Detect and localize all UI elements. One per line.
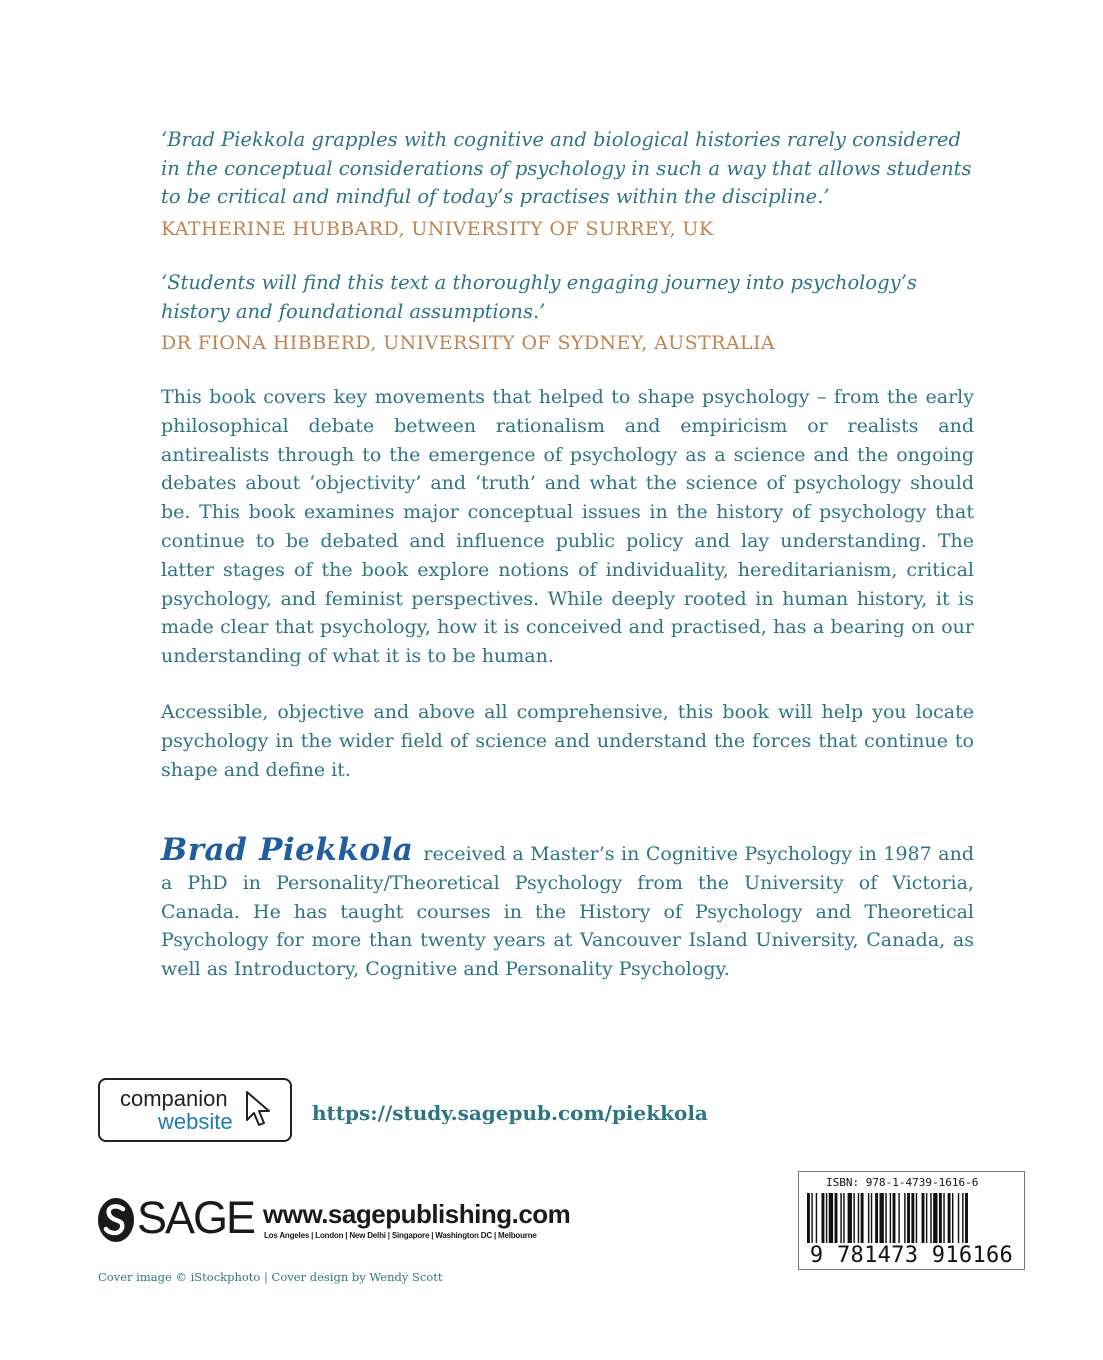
isbn-label: ISBN: 978-1-4739-1616-6 xyxy=(826,1176,979,1189)
endorsement-1 xyxy=(161,126,974,242)
endorsement-attribution: KATHERINE HUBBARD, UNIVERSITY OF SURREY, UK xyxy=(161,217,714,240)
author-bio-text: received a Master’s in Cognitive Psychology in 1987 and a PhD in Personality/Theoretical Psychology from the University of Victoria, Canada. He has taught courses in the History of Psychology and Theoretical Psychology for more than twenty years at Vancouver Island University, Canada, as well as Introductory, Cognitive and Personality Psychology. xyxy=(161,843,974,981)
description-paragraph: This book covers key movements that helped to shape psychology – from the early philosophical debate between rationalism and empiricism or realists and antirealists through to the emergence of psychology as a science and the ongoing debates about ‘objectivity’ and ‘truth’ and what the science of psychology should be. This book examines major conceptual issues in the history of psychology that continue to be debated and influence public policy and lay understanding. The latter stages of the book explore notions of individuality, hereditarianism, critical psychology, and feminist perspectives. While deeply rooted in human history, it is made clear that psychology, how it is conceived and practised, has a bearing on our understanding of what it is to be human. xyxy=(161,386,974,668)
endorsement-attribution: DR FIONA HIBBERD, UNIVERSITY OF SYDNEY, AUSTRALIA xyxy=(161,332,776,354)
cursor-icon xyxy=(245,1090,275,1130)
book-summary xyxy=(161,698,974,784)
publisher-cities: Los Angeles | London | New Delhi | Singapore | Washington DC | Melbourne xyxy=(264,1231,537,1240)
author-signature: Brad Piekkola xyxy=(161,832,414,868)
companion-label: companion xyxy=(120,1086,228,1111)
endorsement-quote: ‘Brad Piekkola grapples with cognitive and biological histories rarely considered in the conceptual considerations of psychology in such a way that allows students to be critical and mindful of today’s practises within the discipline.’ xyxy=(161,128,972,208)
endorsement-quote: ‘Students will find this text a thoroughly engaging journey into psychology’s history and foundational assumptions.’ xyxy=(161,271,917,323)
sage-wordmark: SAGE xyxy=(137,1192,255,1243)
companion-website-badge xyxy=(98,1078,292,1142)
sage-logo-icon xyxy=(97,1197,135,1243)
author-bio-paragraph xyxy=(161,832,974,984)
book-description xyxy=(161,383,974,671)
isbn-digits: 9 781473 916166 xyxy=(801,1243,1022,1268)
publisher-website: www.sagepublishing.com xyxy=(263,1199,571,1229)
author-bio xyxy=(161,832,974,984)
cover-credit: Cover image © iStockphoto | Cover design by Wendy Scott xyxy=(98,1270,443,1284)
summary-paragraph: Accessible, objective and above all comprehensive, this book will help you locate psychology in the wider field of science and understand the forces that continue to shape and define it. xyxy=(161,701,974,781)
isbn-barcode-box xyxy=(798,1171,1025,1270)
companion-url-link[interactable]: https://study.sagepub.com/piekkola xyxy=(312,1101,708,1125)
website-label: website xyxy=(158,1109,233,1134)
endorsement-2 xyxy=(161,269,974,356)
